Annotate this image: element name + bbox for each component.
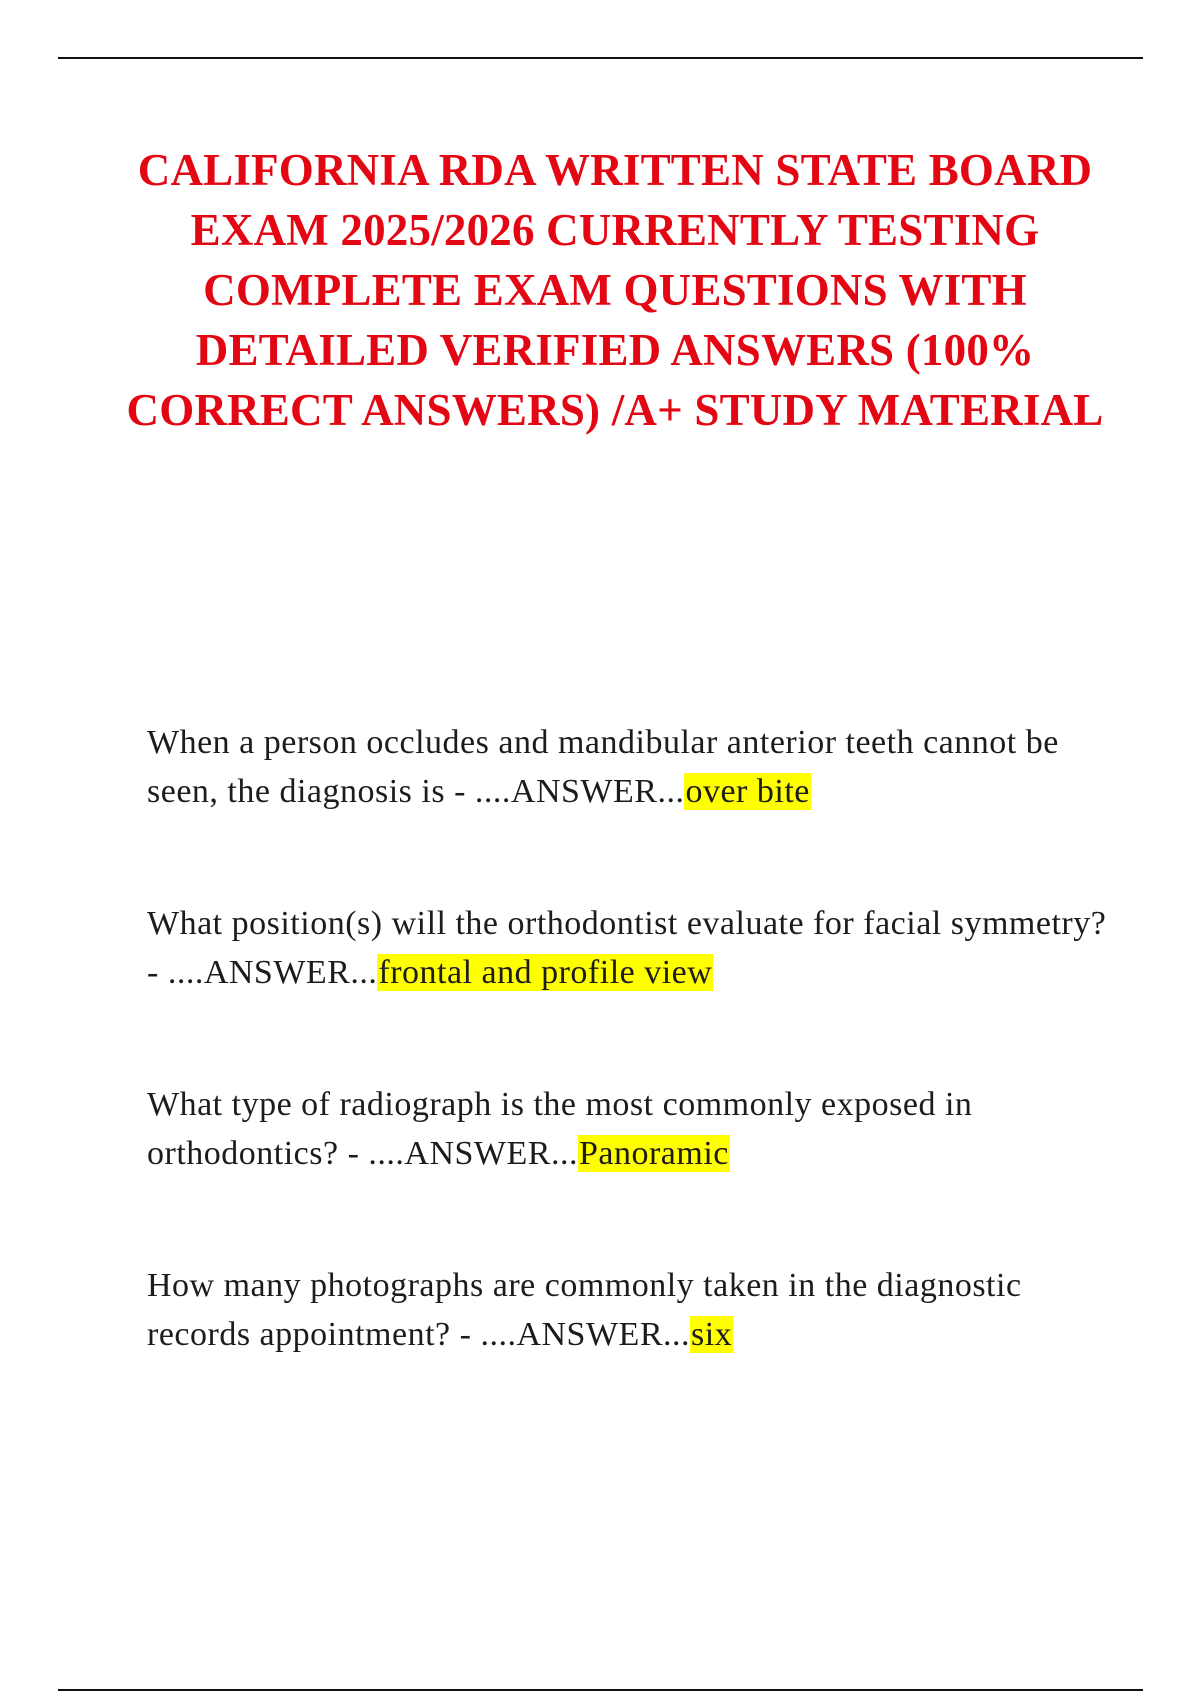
answer-marker: ....ANSWER...: [474, 773, 685, 810]
question-text: When a person occludes and mandibular anterior teeth cannot be seen, the diagnosis is -: [147, 724, 1059, 810]
qa-list: [147, 718, 1107, 1442]
qa-item: [147, 1261, 1107, 1359]
document-title: CALIFORNIA RDA WRITTEN STATE BOARD EXAM 2025/2026 CURRENTLY TESTING COMPLETE EXAM QUESTIONS WITH DETAILED VERIFIED ANSWERS (100% CORRECT ANSWERS) /A+ STUDY MATERIAL: [126, 145, 1104, 435]
qa-item: [147, 899, 1107, 997]
answer-marker: ....ANSWER...: [368, 1135, 578, 1172]
answer-text: frontal and profile view: [378, 954, 713, 991]
answer-text: over bite: [685, 773, 810, 810]
top-rule: [58, 57, 1143, 59]
question-text: What position(s) will the orthodontist evaluate for facial symmetry? -: [147, 905, 1107, 991]
bottom-rule: [58, 1689, 1143, 1691]
answer-text: six: [691, 1316, 733, 1353]
answer-marker: ....ANSWER...: [167, 954, 378, 991]
qa-item: [147, 1080, 1107, 1178]
question-text: How many photographs are commonly taken in the diagnostic records appointment? -: [147, 1267, 1022, 1353]
answer-text: Panoramic: [578, 1135, 729, 1172]
question-text: What type of radiograph is the most commonly exposed in orthodontics? -: [147, 1086, 973, 1172]
qa-item: [147, 718, 1107, 816]
answer-marker: ....ANSWER...: [480, 1316, 690, 1353]
